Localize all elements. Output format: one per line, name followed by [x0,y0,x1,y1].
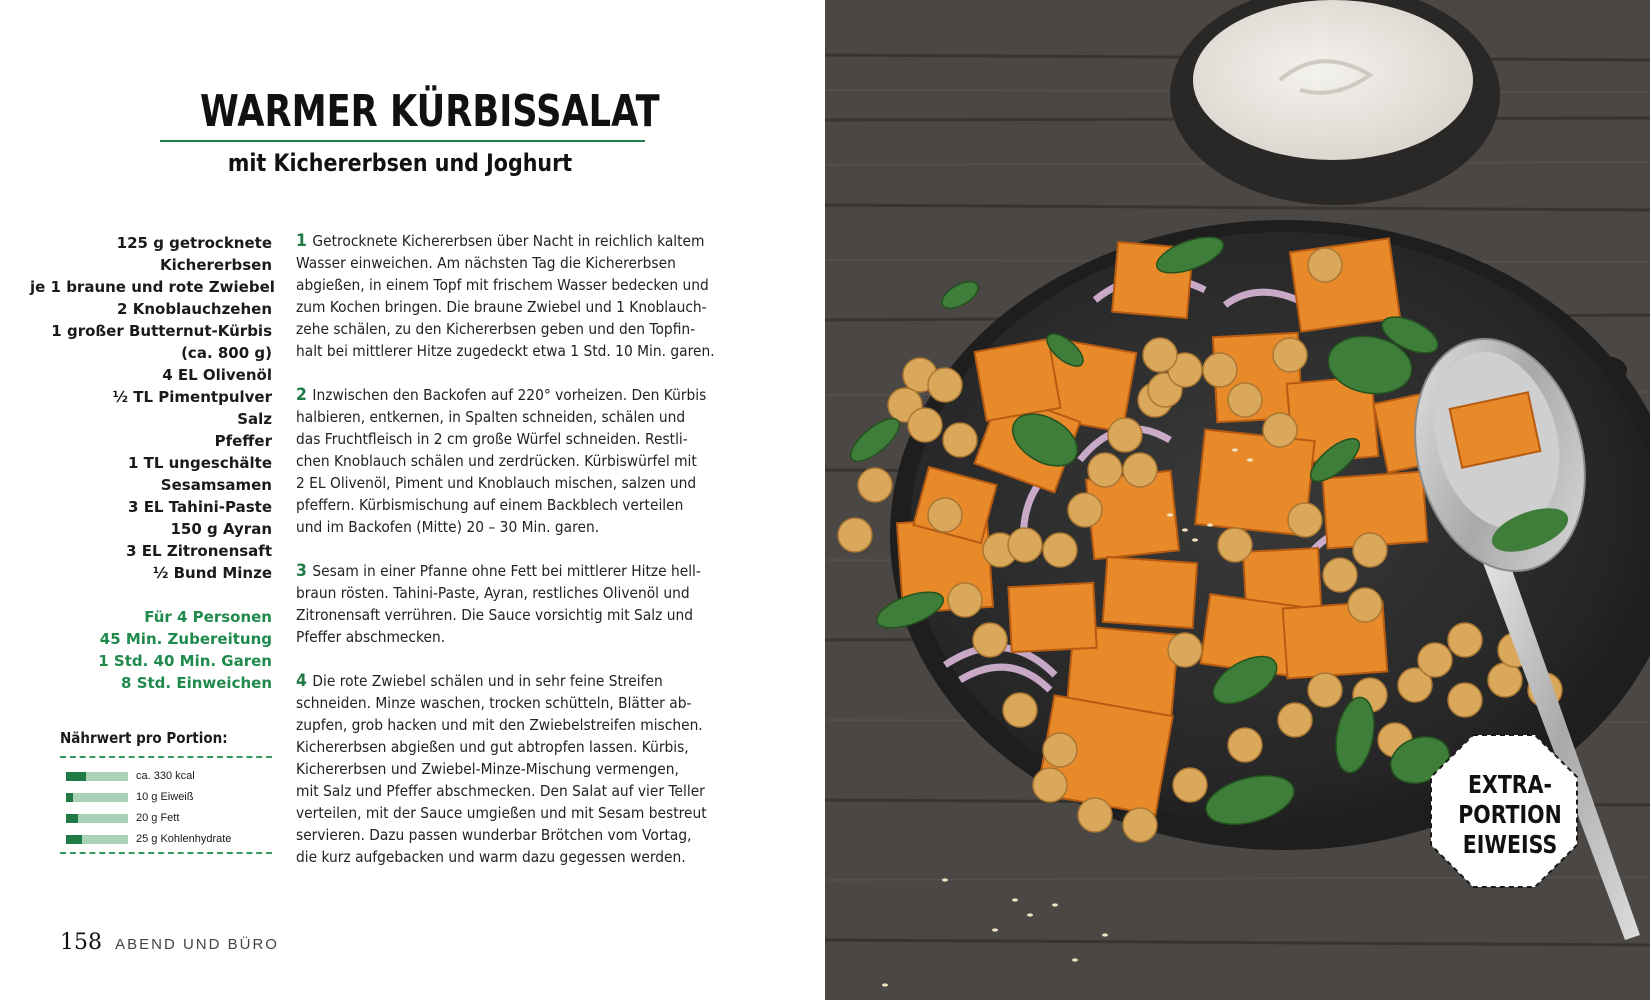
step-text-line: die kurz aufgebacken und warm dazu gegessen werden. [296,848,686,866]
ingredient-line: 150 g Ayran [170,520,272,538]
step-number: 1 [296,231,307,251]
step-text-line: verteilen, mit der Sauce umgießen und mit Sesam bestreut [296,804,707,822]
page-footer [60,930,279,955]
step-text-line: abgießen, in einem Topf mit frischem Wasser bedecken und [296,276,709,294]
ingredient-line: Salz [237,410,272,428]
step-number: 2 [296,385,307,405]
nutrition-label: ca. 330 kcal [136,770,195,782]
step-text-line: pfeffern. Kürbismischung auf einem Backblech verteilen [296,496,684,514]
step-text-line: Wasser einweichen. Am nächsten Tag die Kichererbsen [296,254,676,272]
step-text-line: Kichererbsen und Zwiebel-Minze-Mischung vermengen, [296,760,679,778]
step-text-line: zehe schälen, zu den Kichererbsen geben und den Topfin- [296,320,696,338]
nutrition-bar [66,772,128,781]
nutrition-bar [66,835,128,844]
step-text-line: schneiden. Minze waschen, trocken schütteln, Blätter ab- [296,694,692,712]
nutrition-bar [66,814,128,823]
ingredient-line: 1 TL ungeschälte [127,454,272,472]
nutrition-row [66,810,266,826]
step-text-line: chen Knoblauch schälen und zerdrücken. Kürbiswürfel mit [296,452,697,470]
recipe-title: WARMER KÜRBISSALAT [200,86,660,137]
nutrition-bar-fill [66,772,86,781]
step-1 [296,230,746,362]
nutrition-bar [66,793,128,802]
step-text-line: Zitronensaft verrühren. Die Sauce vorsichtig mit Salz und [296,606,693,624]
step-2 [296,384,746,538]
recipe-meta [30,606,272,694]
section-name: ABEND UND BÜRO [115,936,279,953]
step-text-line: Getrocknete Kichererbsen über Nacht in reichlich kaltem [312,232,705,250]
ingredient-line: 4 EL Olivenöl [162,366,272,384]
nutrition-row [66,831,266,847]
nutrition-title: Nährwert pro Portion: [60,729,228,747]
prep-time: 45 Min. Zubereitung [99,630,272,648]
nutrition-bar-fill [66,835,82,844]
step-4 [296,670,746,868]
ingredient-line: Pfeffer [214,432,272,450]
step-text-line: Pfeffer abschmecken. [296,628,446,646]
ingredient-line: 1 großer Butternut-Kürbis [51,322,272,340]
servings: Für 4 Personen [144,608,272,626]
badge-line: EIWEISS [1462,830,1558,859]
instruction-steps [296,230,746,890]
ingredient-line: 3 EL Zitronensaft [126,542,272,560]
step-text-line: servieren. Dazu passen wunderbar Brötchen vom Vortag, [296,826,692,844]
step-text-line: Sesam in einer Pfanne ohne Fett bei mittlerer Hitze hell- [312,562,701,580]
ingredient-line: 125 g getrocknete [116,234,272,252]
step-text-line: Kichererbsen abgießen und gut abtropfen lassen. Kürbis, [296,738,689,756]
badge-line: EXTRA- [1468,770,1552,799]
nutrition-label: 10 g Eiweiß [136,791,194,803]
step-text-line: das Fruchtfleisch in 2 cm große Würfel schneiden. Restli- [296,430,688,448]
ingredient-line: Kichererbsen [160,256,272,274]
step-number: 3 [296,561,307,581]
nutrition-bar-fill [66,793,73,802]
step-text-line: und im Backofen (Mitte) 20 – 30 Min. garen. [296,518,600,536]
step-text-line: braun rösten. Tahini-Paste, Ayran, restliches Olivenöl und [296,584,690,602]
page-number: 158 [60,930,102,955]
cook-time: 1 Std. 40 Min. Garen [98,652,272,670]
step-text-line: halt bei mittlerer Hitze zugedeckt etwa 1 Std. 10 Min. garen. [296,342,715,360]
step-text-line: halbieren, entkernen, in Spalten schneiden, schälen und [296,408,686,426]
step-number: 4 [296,671,307,691]
ingredient-line: Sesamsamen [160,476,272,494]
ingredient-line: ½ TL Pimentpulver [112,388,272,406]
ingredient-line: 3 EL Tahini-Paste [128,498,272,516]
step-text-line: 2 EL Olivenöl, Piment und Knoblauch mischen, salzen und [296,474,697,492]
step-text-line: zupfen, grob hacken und mit den Zwiebelstreifen mischen. [296,716,703,734]
ingredient-line: 2 Knoblauchzehen [117,300,272,318]
badge-line: PORTION [1458,800,1562,829]
step-text-line: Die rote Zwiebel schälen und in sehr feine Streifen [312,672,663,690]
step-text-line: zum Kochen bringen. Die braune Zwiebel und 1 Knoblauch- [296,298,707,316]
step-text-line: Inzwischen den Backofen auf 220° vorheizen. Den Kürbis [312,386,707,404]
nutrition-label: 25 g Kohlenhydrate [136,833,232,845]
title-divider [160,140,645,142]
badge-text [1444,770,1575,860]
step-3 [296,560,746,648]
nutrition-row [66,768,266,784]
recipe-subtitle: mit Kichererbsen und Joghurt [227,149,573,177]
ingredient-list [30,232,275,584]
step-text-line: mit Salz und Pfeffer abschmecken. Den Salat auf vier Teller [296,782,705,800]
nutrition-bar-fill [66,814,78,823]
ingredient-line: ½ Bund Minze [152,564,272,582]
soak-time: 8 Std. Einweichen [121,674,272,692]
ingredient-line: (ca. 800 g) [181,344,272,362]
nutrition-label: 20 g Fett [136,812,180,824]
ingredient-line: je 1 braune und rote Zwiebel [30,278,275,296]
nutrition-panel [60,756,272,854]
nutrition-row [66,789,266,805]
